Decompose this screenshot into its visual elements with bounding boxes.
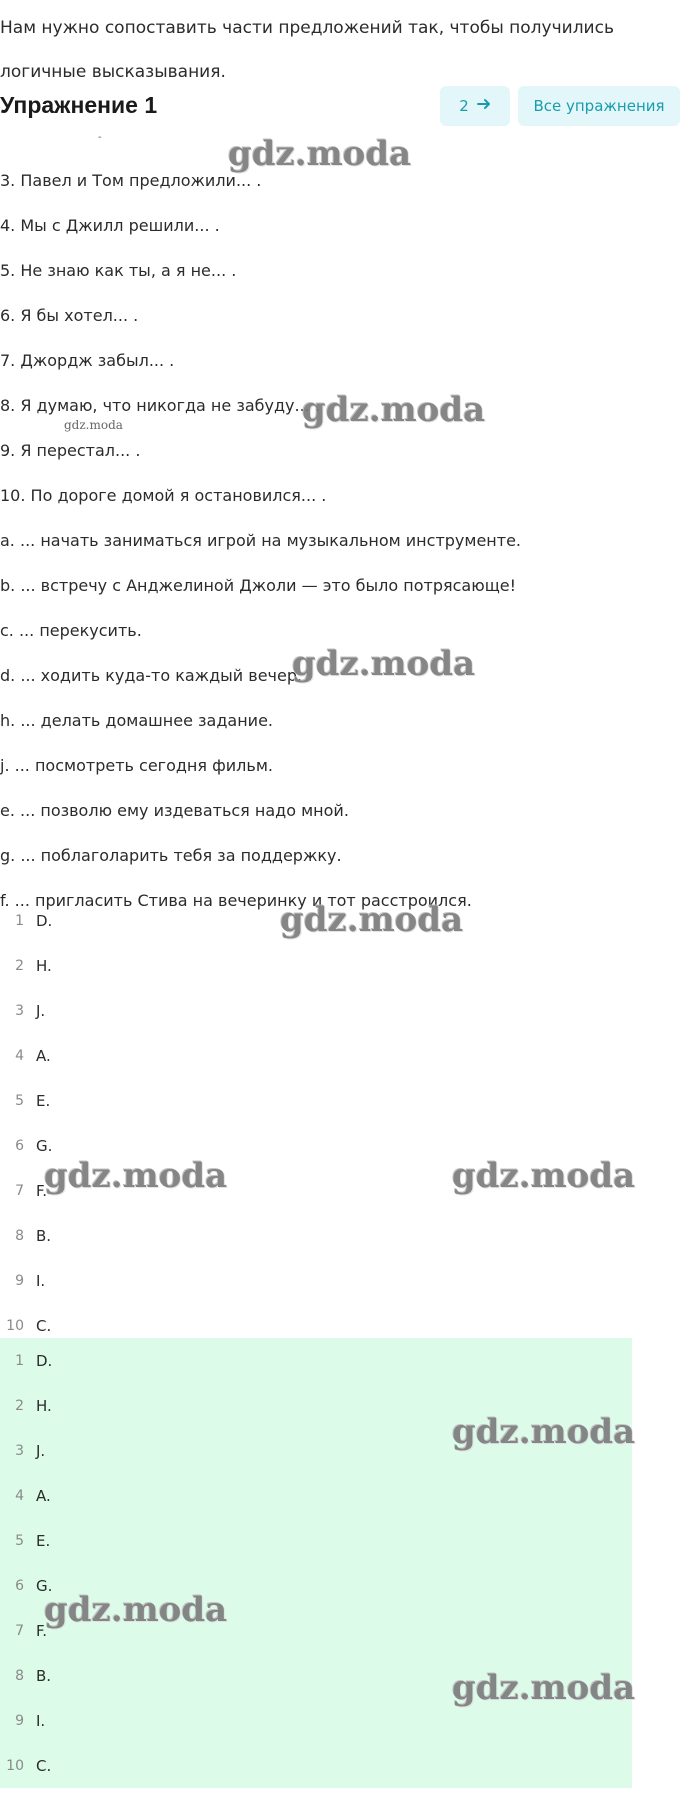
answer-list: [0, 898, 632, 1348]
line-number: 7: [15, 1182, 24, 1199]
list-item: [0, 1033, 632, 1078]
watermark-small: gdz.moda: [64, 418, 123, 432]
answer-value: D.: [36, 911, 53, 930]
list-item: [0, 1518, 632, 1563]
watermark: gdz.moda: [44, 1590, 228, 1630]
answer-value: H.: [36, 1396, 52, 1415]
task-line: g. ... поблаголарить тебя за поддержку.: [0, 846, 342, 865]
answer-value: C.: [36, 1756, 52, 1775]
task-line: j. ... посмотреть сегодня фильм.: [0, 756, 273, 775]
task-line: e. ... позволю ему издеваться надо мной.: [0, 801, 349, 820]
answer-value: C.: [36, 1316, 52, 1335]
list-item: [0, 943, 632, 988]
task-line: a. ... начать заниматься игрой на музыкальном инструменте.: [0, 531, 522, 550]
line-number: 9: [15, 1272, 24, 1289]
arrow-right-icon: [477, 97, 491, 115]
line-number: 2: [15, 957, 24, 974]
watermark: gdz.moda: [452, 1668, 636, 1708]
watermark: gdz.moda: [280, 900, 464, 940]
line-number: 2: [15, 1397, 24, 1414]
watermark: gdz.moda: [292, 644, 476, 684]
list-item: [0, 1743, 632, 1788]
task-line: 5. Не знаю как ты, а я не... .: [0, 261, 237, 280]
answer-value: I.: [36, 1271, 46, 1290]
line-number: 5: [15, 1092, 24, 1109]
line-number: 7: [15, 1622, 24, 1639]
line-number: 10: [6, 1317, 24, 1334]
task-line: 6. Я бы хотел... .: [0, 306, 139, 325]
line-number: 3: [15, 1442, 24, 1459]
answer-value: E.: [36, 1091, 51, 1110]
task-line: d. ... ходить куда-то каждый вечер.: [0, 666, 303, 685]
task-line: h. ... делать домашнее задание.: [0, 711, 273, 730]
line-number: 5: [15, 1532, 24, 1549]
answer-value: D.: [36, 1351, 53, 1370]
task-text: [0, 158, 672, 910]
line-number: 1: [15, 912, 24, 929]
answer-value: B.: [36, 1666, 52, 1685]
task-line: f. ... пригласить Стива на вечеринку и тот расстроился.: [0, 891, 472, 910]
answer-value: G.: [36, 1576, 53, 1595]
answer-value: A.: [36, 1046, 51, 1065]
answer-value: J.: [36, 1001, 46, 1020]
line-number: 4: [15, 1047, 24, 1064]
task-line: 9. Я перестал... .: [0, 441, 141, 460]
answer-value: I.: [36, 1711, 46, 1730]
task-line: 8. Я думаю, что никогда не забуду... .: [0, 396, 320, 415]
task-line: 7. Джордж забыл... .: [0, 351, 175, 370]
line-number: 6: [15, 1137, 24, 1154]
all-exercises-button[interactable]: Все упражнения: [518, 86, 680, 126]
answer-value: F.: [36, 1181, 47, 1200]
answer-value: F.: [36, 1621, 47, 1640]
exercise-header: [0, 86, 680, 130]
line-number: 9: [15, 1712, 24, 1729]
list-item: [0, 1338, 632, 1383]
answer-value: B.: [36, 1226, 52, 1245]
line-number: 10: [6, 1757, 24, 1774]
line-number: 3: [15, 1002, 24, 1019]
watermark: gdz.moda: [44, 1156, 228, 1196]
watermark: gdz.moda: [452, 1156, 636, 1196]
task-line: b. ... встречу с Анджелиной Джоли — это было потрясающе!: [0, 576, 517, 595]
list-item: [0, 1473, 632, 1518]
answer-list-highlighted: [0, 1338, 632, 1788]
task-line: 3. Павел и Том предложили... .: [0, 171, 262, 190]
answer-value: H.: [36, 956, 52, 975]
line-number: 6: [15, 1577, 24, 1594]
line-number: 4: [15, 1487, 24, 1504]
watermark: gdz.moda: [452, 1412, 636, 1452]
page-title: Упражнение 1: [0, 92, 158, 118]
task-line: c. ... перекусить.: [0, 621, 142, 640]
watermark: gdz.moda: [228, 134, 412, 174]
line-number: 1: [15, 1352, 24, 1369]
answer-value: E.: [36, 1531, 51, 1550]
list-item: [0, 1258, 632, 1303]
list-item: [0, 988, 632, 1033]
watermark: gdz.moda: [302, 390, 486, 430]
intro-text: Нам нужно сопоставить части предложений так, чтобы получились логичные высказывания.: [0, 18, 614, 82]
list-item: [0, 1213, 632, 1258]
separator-mark: -: [98, 132, 102, 143]
task-line: 10. По дороге домой я остановился... .: [0, 486, 327, 505]
next-exercise-button[interactable]: [440, 86, 510, 126]
line-number: 8: [15, 1667, 24, 1684]
list-item: [0, 1078, 632, 1123]
task-line: 4. Мы с Джилл решили... .: [0, 216, 220, 235]
next-exercise-label: 2: [459, 97, 469, 115]
answer-value: J.: [36, 1441, 46, 1460]
answer-value: A.: [36, 1486, 51, 1505]
line-number: 8: [15, 1227, 24, 1244]
answer-value: G.: [36, 1136, 53, 1155]
